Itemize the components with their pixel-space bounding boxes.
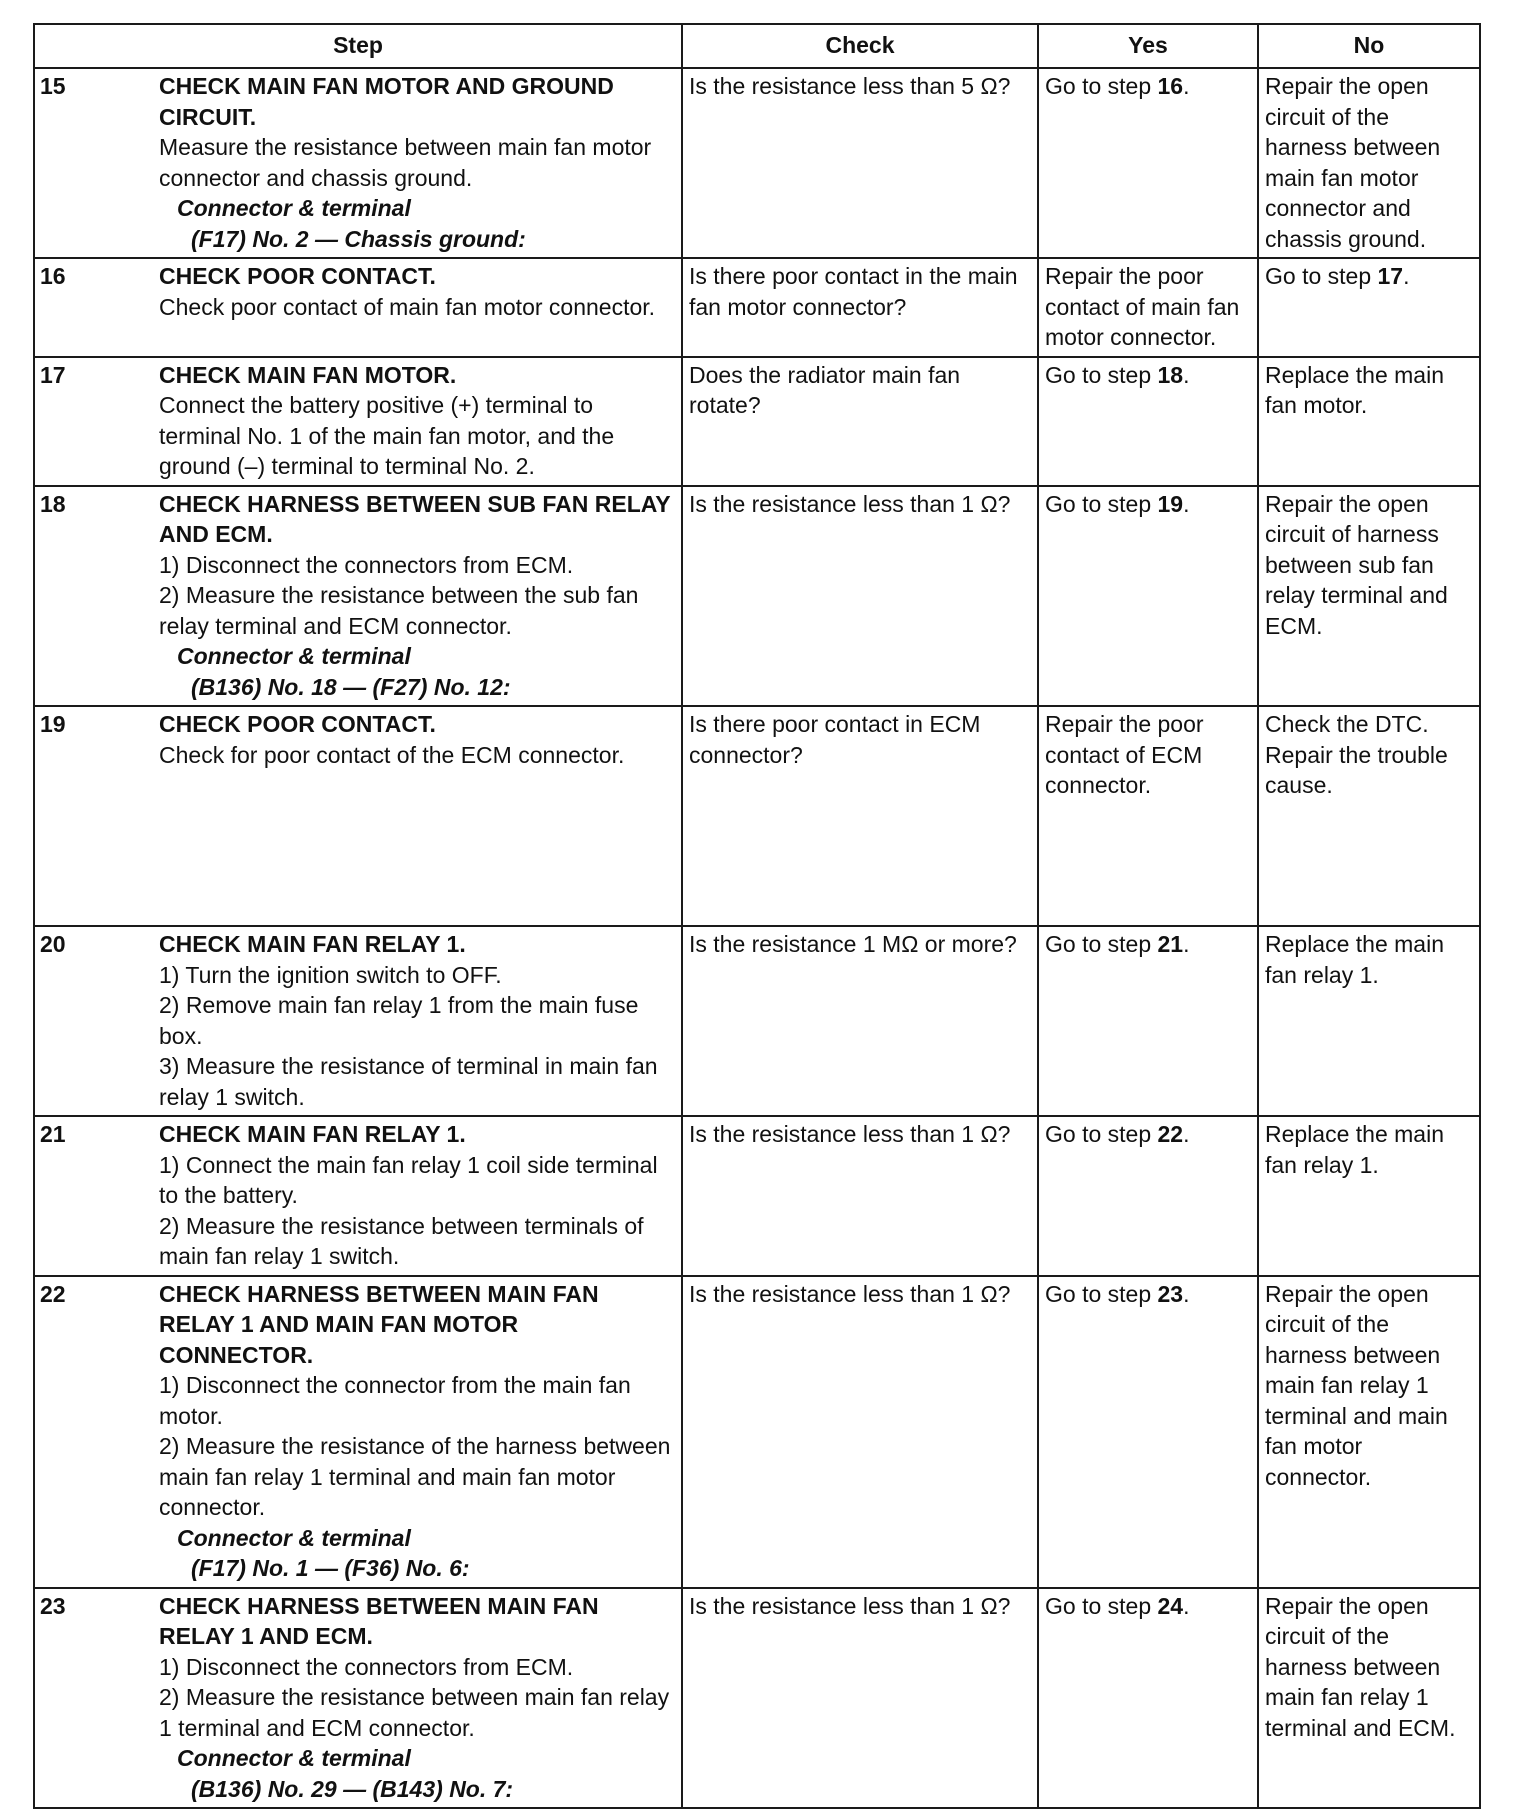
yes-text: Go to step: [1045, 931, 1158, 957]
yes-suffix: .: [1183, 361, 1190, 388]
check-cell: Is the resistance less than 1 Ω?: [682, 1116, 1038, 1276]
no-cell: Repair the open circuit of the harness between main fan relay 1 terminal and ECM.: [1258, 1588, 1480, 1809]
yes-cell: [1038, 1588, 1258, 1809]
yes-cell: [1038, 486, 1258, 707]
connector-label: Connector & terminal: [177, 1745, 411, 1771]
step-cell: [34, 486, 682, 707]
step-line: 2) Remove main fan relay 1 from the main fuse box.: [159, 992, 639, 1049]
yes-step-number: 18: [1157, 361, 1184, 388]
step-title: CHECK MAIN FAN RELAY 1.: [159, 1121, 466, 1147]
table-header-row: [34, 24, 1480, 68]
check-cell: Is there poor contact in the main fan motor connector?: [682, 258, 1038, 357]
check-cell: Is the resistance less than 1 Ω?: [682, 1276, 1038, 1588]
table-row: [34, 1588, 1480, 1809]
header-check: Check: [682, 24, 1038, 68]
step-title: CHECK HARNESS BETWEEN MAIN FAN RELAY 1 AND MAIN FAN MOTOR CONNECTOR.: [159, 1280, 599, 1368]
yes-text: Go to step: [1045, 361, 1158, 388]
step-cell: [34, 68, 682, 258]
step-cell: [34, 1116, 682, 1276]
table-row: [34, 486, 1480, 707]
yes-cell: [1038, 68, 1258, 258]
step-number: 18: [40, 490, 66, 517]
yes-text: Go to step: [1045, 1121, 1158, 1147]
step-title: CHECK POOR CONTACT.: [159, 263, 436, 289]
header-step: Step: [34, 24, 682, 68]
no-cell: Replace the main fan relay 1.: [1258, 1116, 1480, 1276]
table-row: [34, 1276, 1480, 1588]
yes-step-number: 23: [1157, 1280, 1184, 1307]
no-text: Go to step: [1265, 263, 1378, 289]
yes-text: Go to step: [1045, 1280, 1158, 1307]
check-cell: Is there poor contact in ECM connector?: [682, 706, 1038, 926]
step-title: CHECK MAIN FAN MOTOR AND GROUND CIRCUIT.: [159, 73, 614, 130]
connector-label: Connector & terminal: [177, 643, 411, 669]
step-cell: [34, 1588, 682, 1809]
check-cell: Is the resistance less than 1 Ω?: [682, 1588, 1038, 1809]
step-number: 17: [40, 361, 66, 388]
yes-cell: [1038, 357, 1258, 486]
step-number: 19: [40, 711, 66, 737]
step-cell: [34, 1276, 682, 1588]
yes-suffix: .: [1183, 931, 1190, 957]
step-line: 1) Turn the ignition switch to OFF.: [159, 961, 502, 988]
yes-cell: Repair the poor contact of ECM connector.: [1038, 706, 1258, 926]
step-cell: [34, 706, 682, 926]
yes-step-number: 24: [1157, 1592, 1184, 1619]
step-line: Measure the resistance between main fan motor connector and chassis ground.: [159, 134, 652, 191]
step-line: 2) Measure the resistance between main fan relay 1 terminal and ECM connector.: [159, 1684, 670, 1741]
connector-value: (B136) No. 29 — (B143) No. 7:: [191, 1775, 514, 1802]
no-cell: Check the DTC. Repair the trouble cause.: [1258, 706, 1480, 926]
step-number: 16: [40, 263, 66, 289]
header-no: No: [1258, 24, 1480, 68]
step-title: CHECK MAIN FAN RELAY 1.: [159, 931, 466, 957]
table-row: [34, 926, 1480, 1116]
step-title: CHECK HARNESS BETWEEN SUB FAN RELAY AND ECM.: [159, 490, 671, 547]
yes-step-number: 19: [1157, 490, 1184, 517]
yes-cell: Repair the poor contact of main fan motor connector.: [1038, 258, 1258, 357]
step-line: 2) Measure the resistance between the sub fan relay terminal and ECM connector.: [159, 582, 639, 639]
step-line: 1) Connect the main fan relay 1 coil side terminal to the battery.: [159, 1151, 658, 1208]
header-yes: Yes: [1038, 24, 1258, 68]
step-cell: [34, 926, 682, 1116]
no-cell: Repair the open circuit of the harness between main fan relay 1 terminal and main fan motor connector.: [1258, 1276, 1480, 1588]
step-line: 1) Disconnect the connectors from ECM.: [159, 551, 574, 578]
step-number: 22: [40, 1280, 66, 1307]
step-number: 20: [40, 931, 66, 957]
yes-step-number: 21: [1157, 931, 1184, 957]
no-cell: [1258, 258, 1480, 357]
yes-step-number: 22: [1157, 1121, 1184, 1147]
step-line: Connect the battery positive (+) terminal to terminal No. 1 of the main fan motor, and the ground (–) terminal to terminal No. 2.: [159, 392, 615, 479]
no-cell: Repair the open circuit of the harness between main fan motor connector and chassis ground.: [1258, 68, 1480, 258]
check-cell: Does the radiator main fan rotate?: [682, 357, 1038, 486]
connector-value: (B136) No. 18 — (F27) No. 12:: [191, 673, 511, 700]
yes-cell: [1038, 1276, 1258, 1588]
table-row: [34, 706, 1480, 926]
connector-label: Connector & terminal: [177, 195, 411, 221]
step-line: 2) Measure the resistance of the harness between main fan relay 1 terminal and main fan motor connector.: [159, 1433, 671, 1520]
check-cell: Is the resistance less than 1 Ω?: [682, 486, 1038, 707]
connector-label: Connector & terminal: [177, 1524, 411, 1551]
step-cell: [34, 258, 682, 357]
table-row: [34, 357, 1480, 486]
yes-suffix: .: [1183, 490, 1190, 517]
check-cell: Is the resistance 1 MΩ or more?: [682, 926, 1038, 1116]
step-number: 15: [40, 73, 66, 99]
yes-suffix: .: [1183, 73, 1190, 99]
yes-suffix: .: [1183, 1592, 1190, 1619]
yes-step-number: 16: [1157, 73, 1184, 99]
step-line: 2) Measure the resistance between terminals of main fan relay 1 switch.: [159, 1212, 644, 1269]
step-cell: [34, 357, 682, 486]
step-line: 1) Disconnect the connectors from ECM.: [159, 1653, 574, 1680]
check-cell: Is the resistance less than 5 Ω?: [682, 68, 1038, 258]
yes-text: Go to step: [1045, 490, 1158, 517]
table-row: [34, 1116, 1480, 1276]
step-line: 3) Measure the resistance of terminal in main fan relay 1 switch.: [159, 1053, 658, 1110]
diagnostic-page: [33, 23, 1479, 1809]
yes-text: Go to step: [1045, 1592, 1158, 1619]
step-title: CHECK POOR CONTACT.: [159, 711, 436, 737]
step-title: CHECK HARNESS BETWEEN MAIN FAN RELAY 1 AND ECM.: [159, 1592, 599, 1649]
table-row: [34, 68, 1480, 258]
step-line: 1) Disconnect the connector from the main fan motor.: [159, 1372, 631, 1429]
no-step-number: 17: [1377, 263, 1404, 289]
yes-suffix: .: [1183, 1280, 1190, 1307]
yes-text: Go to step: [1045, 73, 1158, 99]
table-row: [34, 258, 1480, 357]
no-cell: Repair the open circuit of harness between sub fan relay terminal and ECM.: [1258, 486, 1480, 707]
step-line: Check poor contact of main fan motor connector.: [159, 293, 656, 320]
connector-value: (F17) No. 2 — Chassis ground:: [191, 225, 526, 252]
step-line: Check for poor contact of the ECM connector.: [159, 741, 625, 768]
no-cell: Replace the main fan motor.: [1258, 357, 1480, 486]
step-number: 21: [40, 1121, 66, 1147]
yes-cell: [1038, 926, 1258, 1116]
step-title: CHECK MAIN FAN MOTOR.: [159, 361, 457, 388]
yes-cell: [1038, 1116, 1258, 1276]
yes-suffix: .: [1183, 1121, 1190, 1147]
no-suffix: .: [1403, 263, 1410, 289]
step-number: 23: [40, 1592, 66, 1619]
connector-value: (F17) No. 1 — (F36) No. 6:: [191, 1555, 470, 1581]
no-cell: Replace the main fan relay 1.: [1258, 926, 1480, 1116]
diagnostic-table: [33, 23, 1481, 1809]
